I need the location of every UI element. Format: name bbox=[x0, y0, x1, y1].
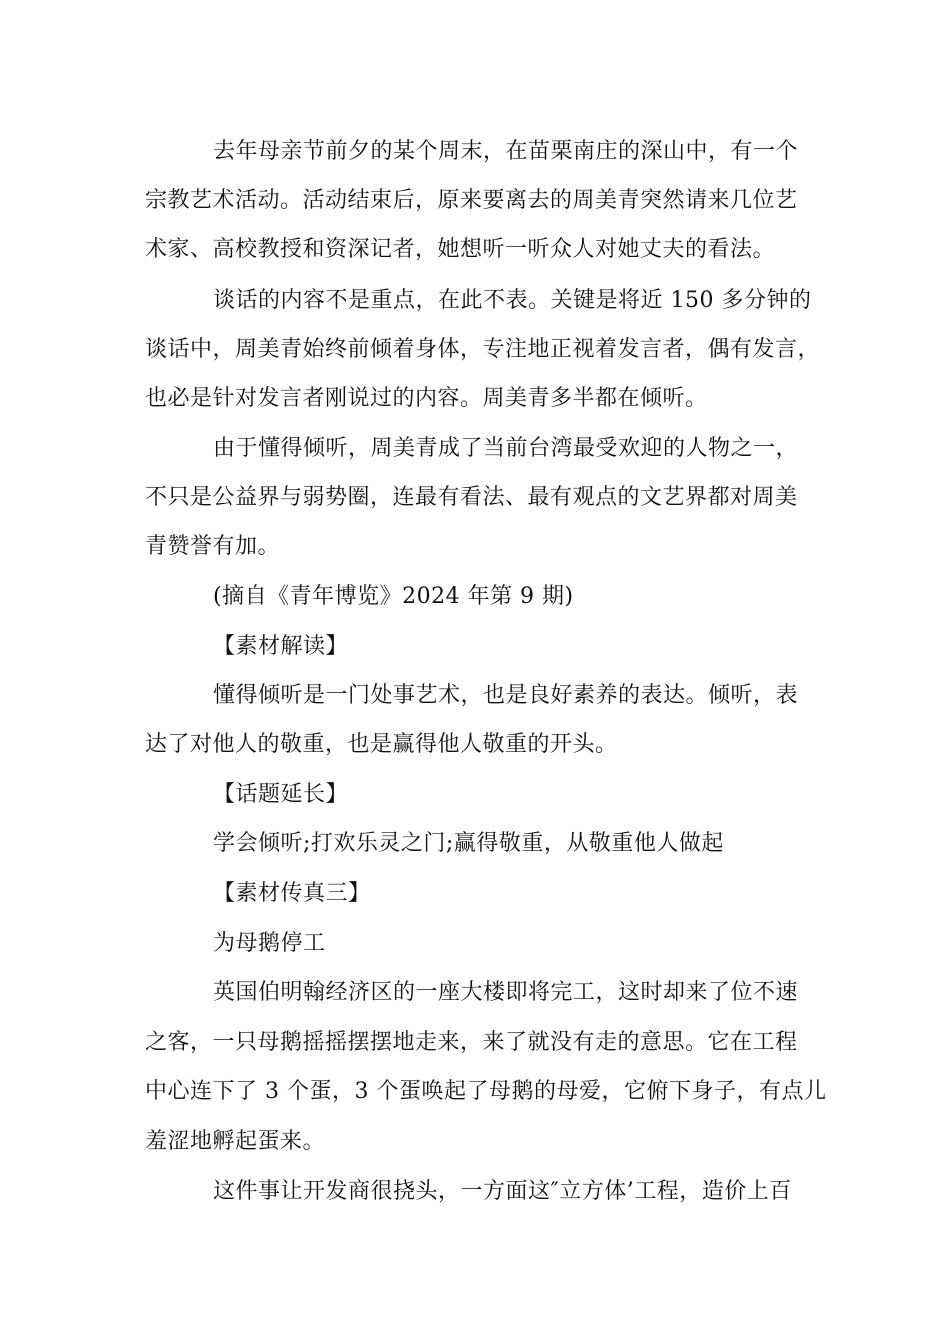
paragraph-line: 青赞誉有加。 bbox=[145, 534, 281, 559]
paragraph-line: 这件事让开发商很挠头，一方面这″立方体’工程，造价上百 bbox=[213, 1179, 792, 1204]
section-heading: 【素材传真三】 bbox=[213, 881, 371, 906]
paragraph-line: 不只是公益界与弱势圈，连最有看法、最有观点的文艺界都对周美 bbox=[145, 485, 798, 510]
paragraph-line: 宗教艺术活动。活动结束后，原来要离去的周美青突然请来几位艺 bbox=[145, 188, 798, 213]
section-heading: 【话题延长】 bbox=[213, 782, 349, 807]
source-citation: (摘自《青年博览》2024 年第 9 期) bbox=[213, 584, 574, 609]
subheading: 为母鹅停工 bbox=[213, 931, 326, 956]
section-heading: 【素材解读】 bbox=[213, 634, 349, 659]
paragraph-line: 术家、高校教授和资深记者，她想听一听众人对她丈夫的看法。 bbox=[145, 237, 776, 262]
paragraph-line: 也必是针对发言者刚说过的内容。周美青多半都在倾听。 bbox=[145, 386, 708, 411]
paragraph-line: 达了对他人的敬重，也是赢得他人敬重的开头。 bbox=[145, 732, 618, 757]
paragraph-line: 英国伯明翰经济区的一座大楼即将完工，这时却来了位不速 bbox=[213, 980, 799, 1005]
paragraph-line: 谈话的内容不是重点，在此不表。关键是将近 150 多分钟的 bbox=[213, 288, 812, 313]
paragraph-line: 谈话中，周美青始终前倾着身体，专注地正视着发言者，偶有发言， bbox=[145, 337, 821, 362]
paragraph-line: 之客，一只母鹅摇摇摆摆地走来，来了就没有走的意思。它在工程 bbox=[145, 1030, 798, 1055]
paragraph-line: 中心连下了 3 个蛋，3 个蛋唤起了母鹅的母爱，它俯下身子，有点儿 bbox=[145, 1079, 827, 1104]
paragraph-line: 懂得倾听是一门处事艺术，也是良好素养的表达。倾听，表 bbox=[213, 683, 799, 708]
paragraph-line: 由于懂得倾听，周美青成了当前台湾最受欢迎的人物之一， bbox=[213, 436, 799, 461]
paragraph-line: 羞涩地孵起蛋来。 bbox=[145, 1129, 326, 1154]
paragraph-line: 去年母亲节前夕的某个周末，在苗栗南庄的深山中，有一个 bbox=[213, 139, 799, 164]
paragraph-line: 学会倾听;打欢乐灵之门;赢得敬重，从敬重他人做起 bbox=[213, 831, 724, 856]
